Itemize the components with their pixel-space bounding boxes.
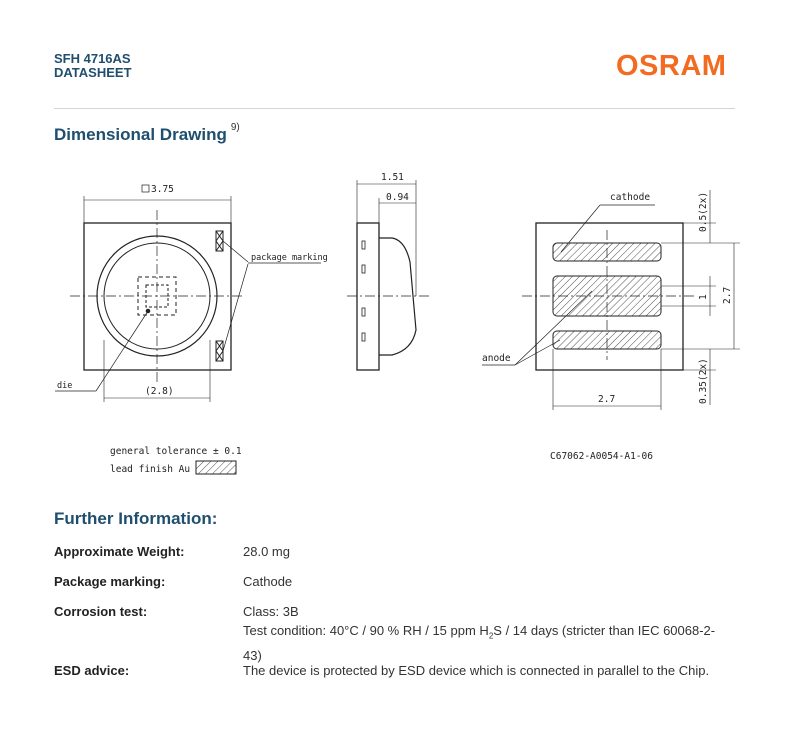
cathode-label: cathode — [610, 192, 651, 203]
package-marking-info-label: Package marking: — [54, 574, 166, 589]
marking-bottom — [216, 341, 223, 361]
dim-width-bottom: (2.8) — [145, 386, 174, 397]
dim-1-51: 1.51 — [381, 172, 404, 183]
osram-logo: OSRAM — [616, 50, 727, 82]
dim-pad-total: 2.7 — [722, 286, 733, 304]
esd-label: ESD advice: — [54, 663, 130, 678]
package-outline — [84, 223, 231, 370]
package-marking-label: package marking — [251, 253, 328, 263]
weight-value: 28.0 mg — [243, 544, 290, 559]
dim-width-top: 3.75 — [151, 184, 174, 195]
footnote-ref: 9) — [230, 122, 240, 133]
drawing-number: C67062-A0054-A1-06 — [550, 451, 653, 462]
document-type: DATASHEET — [54, 65, 132, 80]
anode-label: anode — [482, 353, 511, 364]
lead-finish-swatch — [196, 461, 236, 474]
corrosion-condition — [243, 621, 733, 665]
esd-value: The device is protected by ESD device which is connected in parallel to the Chip. — [243, 663, 710, 678]
top-view — [55, 185, 321, 402]
dim-0-94: 0.94 — [386, 192, 409, 203]
side-lens — [379, 238, 416, 355]
tolerance-note: general tolerance ± 0.1 — [110, 446, 242, 457]
dim-top-gap: 0.5(2x) — [698, 191, 709, 232]
corrosion-condition-post: S / 14 days (stricter than IEC 60068-2-43) — [243, 623, 716, 663]
dim-pad-pitch: 1 — [698, 294, 709, 300]
further-info-title: Further Information: — [54, 509, 218, 528]
lead-finish-note: lead finish Au — [110, 464, 191, 475]
square-symbol — [142, 185, 149, 192]
corrosion-class: Class: 3B — [243, 604, 299, 619]
corrosion-value — [243, 602, 733, 665]
product-name: SFH 4716AS — [54, 51, 131, 66]
package-marking-info-value: Cathode — [243, 574, 293, 589]
corrosion-condition-pre: Test condition: 40°C / 90 % RH / 15 ppm H — [243, 623, 489, 638]
marking-top — [216, 231, 223, 251]
dim-pad-width: 2.7 — [598, 394, 616, 405]
corrosion-label: Corrosion test: — [54, 604, 148, 619]
side-view — [347, 180, 430, 370]
weight-label: Approximate Weight: — [54, 544, 185, 559]
corrosion-condition-sub: 2 — [488, 631, 494, 641]
dimensional-drawing-title-text: Dimensional Drawing — [54, 125, 227, 144]
dim-bottom-gap: 0.35(2x) — [698, 358, 709, 404]
die-label: die — [57, 381, 73, 391]
side-body — [357, 223, 379, 370]
